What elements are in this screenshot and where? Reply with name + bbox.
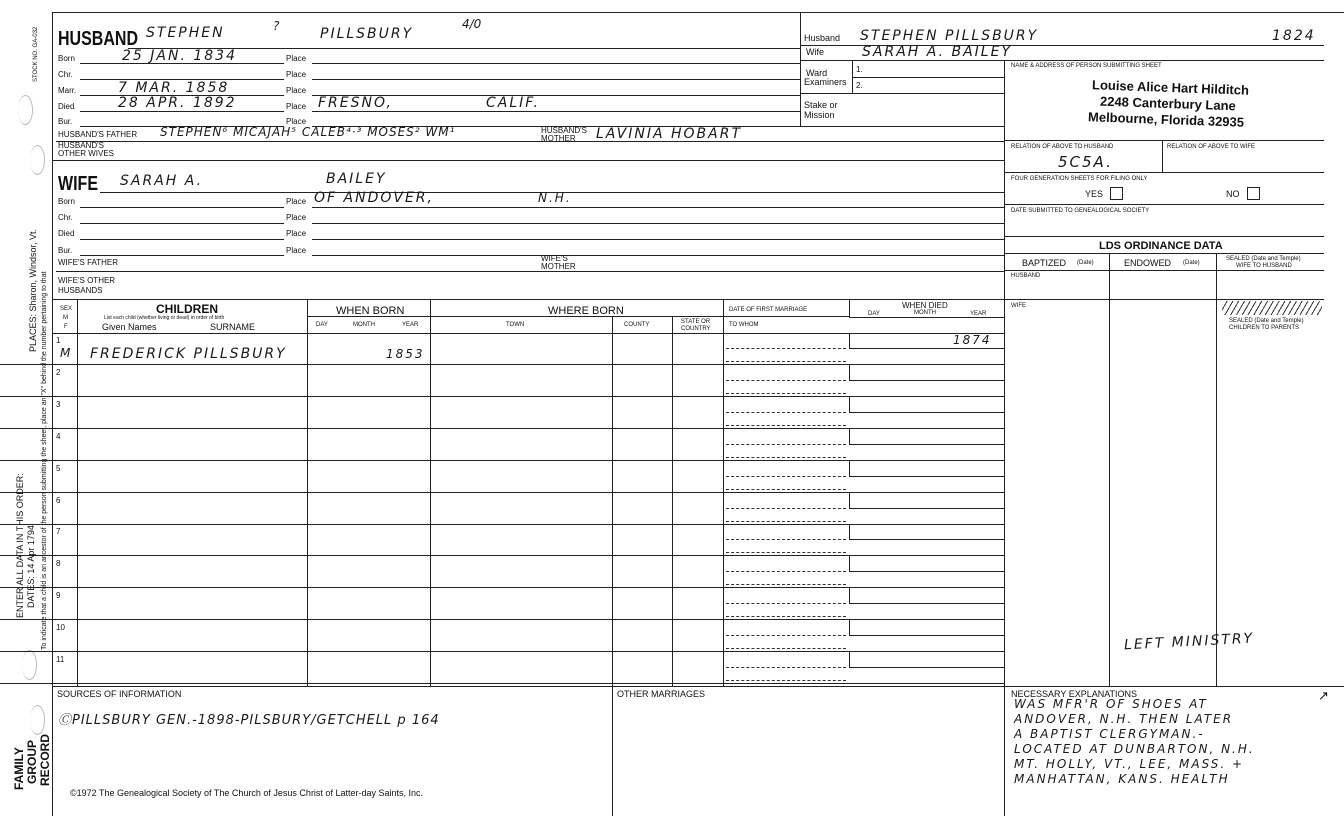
line: [312, 255, 1004, 256]
wife-chr-place-label: Place: [286, 213, 307, 222]
explanation-line: LOCATED AT DUNBARTON, N.H.: [1014, 742, 1255, 756]
explanation-line: MANHATTAN, KANS. HEALTH: [1014, 772, 1230, 786]
to-whom-line: [726, 552, 846, 553]
line: [80, 223, 284, 224]
died-tick: [849, 524, 850, 539]
line: [312, 239, 1004, 240]
marriage-date-line: [726, 571, 846, 572]
row-number: 11: [56, 655, 65, 664]
ancestor-instruction: To indicate that a child is an ancestor of the person submitting the sheet, place an "X" behind the number pertaining to that: [41, 271, 48, 650]
wife-bur-label: Bur.: [58, 246, 73, 255]
sealed-wife-label-1: SEALED (Date and Temple): [1226, 256, 1301, 262]
rh-examiner-2: 2.: [856, 81, 863, 90]
husband-other-wives-label-2: OTHER WIVES: [58, 149, 115, 158]
line: [1004, 236, 1324, 237]
to-whom-line: [726, 584, 846, 585]
line: [1004, 270, 1324, 271]
child-name[interactable]: FREDERICK PILLSBURY: [90, 346, 287, 362]
copyright: ©1972 The Genealogical Society of The Church of Jesus Christ of Latter-day Saints, Inc.: [70, 788, 423, 798]
husband-title: HUSBAND: [58, 28, 138, 50]
submitter-city: Melbourne, Florida 32935: [1087, 109, 1245, 130]
explanation-line: A BAPTIST CLERGYMAN.-: [1014, 727, 1205, 741]
rh-year[interactable]: 1824: [1272, 28, 1316, 44]
other-marriages-label: OTHER MARRIAGES: [617, 689, 706, 699]
baptized-date-label: (Date): [1077, 260, 1094, 266]
line: [849, 300, 850, 317]
child-row[interactable]: [0, 556, 1004, 588]
family-group-record-2: GROUP: [25, 739, 39, 784]
stock-number: STOCK NO. GA-032: [33, 26, 39, 82]
husband-died-label: Died: [58, 102, 75, 111]
wife-chr-label: Chr.: [58, 213, 73, 222]
husband-died-place[interactable]: FRESNO,: [318, 95, 393, 111]
husband-surname[interactable]: PILLSBURY: [320, 26, 414, 42]
row-number: 7: [56, 527, 61, 536]
died-tick: [849, 588, 850, 603]
died-tick: [849, 620, 850, 635]
line: [52, 686, 1344, 687]
children-instruction: List each child (whether living or dead) in order of birth: [104, 315, 225, 321]
husband-mark: ?: [273, 19, 282, 33]
husband-died-state[interactable]: CALIF.: [486, 95, 540, 111]
explanation-text[interactable]: [1014, 697, 1255, 786]
wife-born-place[interactable]: OF ANDOVER,: [314, 190, 434, 206]
line: [800, 60, 1324, 61]
died-date-line: [849, 444, 1004, 445]
relation-husband-label: RELATION OF ABOVE TO HUSBAND: [1011, 144, 1114, 150]
enter-data-label: ENTER ALL DATA IN THIS ORDER:: [15, 473, 25, 618]
marriage-date-line: [726, 348, 846, 349]
row-number: 2: [56, 368, 61, 377]
child-row[interactable]: [0, 429, 1004, 461]
first-marriage-label: DATE OF FIRST MARRIAGE: [729, 307, 808, 313]
wife-died-label: Died: [58, 229, 75, 238]
husband-father[interactable]: STEPHEN⁶ MICAJAH⁵ CALEB⁴·³ MOSES² WM¹: [160, 125, 456, 139]
died-date-line: [849, 412, 1004, 413]
line: [56, 141, 1004, 142]
to-whom-line: [726, 361, 846, 362]
row-number: 10: [56, 623, 65, 632]
sex-label: SEX: [60, 306, 73, 312]
died-tick: [849, 429, 850, 444]
line: [312, 207, 1004, 208]
line: [80, 207, 284, 208]
family-group-record-1: FAMILY: [12, 747, 26, 790]
line: [1004, 172, 1324, 173]
child-row[interactable]: [0, 652, 1004, 684]
year-label: YEAR: [402, 322, 419, 328]
rh-examiners-label: Examiners: [804, 77, 847, 87]
died-tick: [849, 556, 850, 571]
rh-wife[interactable]: SARAH A. BAILEY: [862, 44, 1012, 60]
explanation-line: MT. HOLLY, VT., LEE, MASS. +: [1014, 757, 1245, 771]
row-number: 1: [56, 336, 61, 345]
rh-husband[interactable]: STEPHEN PILLSBURY: [860, 28, 1039, 44]
sealed-hatch: [1222, 301, 1322, 315]
to-whom-line: [726, 616, 846, 617]
sealed-wife-label-2: WIFE TO HUSBAND: [1236, 263, 1292, 269]
husband-marr-label: Marr.: [58, 86, 77, 95]
died-tick: [849, 365, 850, 380]
died-tick: [849, 493, 850, 508]
wife-bur-place-label: Place: [286, 246, 307, 255]
died-date-line: [849, 667, 1004, 668]
husband-marr-place-label: Place: [286, 86, 307, 95]
wife-mother-label-2: MOTHER: [541, 262, 576, 271]
husband-other-wives-label-1: HUSBAND'S: [58, 141, 104, 150]
husband-number: 4/0: [462, 17, 482, 31]
line: [612, 686, 613, 816]
town-label: TOWN: [506, 322, 525, 328]
binder-hole: [18, 95, 33, 125]
wife-surname[interactable]: BAILEY: [326, 171, 387, 187]
marriage-date-line: [726, 412, 846, 413]
line: [1004, 299, 1324, 300]
when-died-label: WHEN DIED: [902, 301, 948, 310]
husband-mother-label-1: HUSBAND'S: [541, 126, 587, 135]
relation-husband[interactable]: 5C5A.: [1058, 153, 1113, 171]
child-row[interactable]: [0, 365, 1004, 397]
to-whom-line: [726, 521, 846, 522]
line: [312, 223, 1004, 224]
rh-mission-label: Mission: [804, 110, 835, 120]
marriage-date-line: [726, 635, 846, 636]
state-label-2: COUNTRY: [681, 326, 711, 332]
husband-marr-date[interactable]: 7 MAR. 1858: [118, 80, 230, 96]
continue-arrow-icon: ↗: [1318, 688, 1329, 703]
submitter-name: Louise Alice Hart Hilditch: [1091, 77, 1250, 98]
to-whom-line: [726, 393, 846, 394]
rh-examiner-1: 1.: [856, 65, 863, 74]
wife-born-place-label: Place: [286, 197, 307, 206]
marriage-date-line: [726, 476, 846, 477]
endowed-date-label: (Date): [1183, 260, 1200, 266]
sex-m: M: [63, 315, 68, 321]
line: [312, 79, 800, 80]
line: [312, 111, 800, 112]
line: [52, 299, 1004, 300]
marriage-date-line: [726, 603, 846, 604]
died-tick: [849, 397, 850, 412]
line: [800, 93, 1004, 94]
husband-mother[interactable]: LAVINIA HOBART: [596, 126, 743, 142]
yes-checkbox[interactable]: [1110, 187, 1123, 200]
died-date-line: [849, 603, 1004, 604]
row-number: 3: [56, 400, 61, 409]
child-death-year[interactable]: 1874: [953, 333, 992, 347]
died-date-line: [849, 348, 1004, 349]
line: [1004, 253, 1324, 254]
wife-given-name[interactable]: SARAH A.: [120, 173, 204, 189]
line: [56, 271, 1004, 272]
line: [1162, 140, 1163, 172]
no-checkbox[interactable]: [1247, 187, 1260, 200]
husband-born-place-label: Place: [286, 54, 307, 63]
family-group-record-3: RECORD: [38, 733, 52, 786]
wife-other-husbands-label-2: HUSBANDS: [58, 286, 103, 295]
wife-mother-label-1: WIFE'S: [541, 254, 568, 263]
died-year-label: YEAR: [970, 311, 987, 317]
month-label: MONTH: [353, 322, 375, 328]
to-whom-line: [726, 489, 846, 490]
explanations-label: NECESSARY EXPLANATIONS: [1011, 689, 1138, 699]
died-day-label: DAY: [868, 311, 880, 317]
to-whom-line: [726, 457, 846, 458]
husband-mother-label-2: MOTHER: [541, 134, 576, 143]
marriage-date-line: [726, 539, 846, 540]
line: [849, 317, 1004, 318]
wife-father-label: WIFE'S FATHER: [58, 258, 119, 267]
died-date-line: [849, 635, 1004, 636]
died-tick: [849, 333, 850, 348]
row-number: 9: [56, 591, 61, 600]
died-tick: [849, 652, 850, 667]
row-number: 4: [56, 432, 61, 441]
sex-f: F: [64, 324, 68, 330]
sealed-children-label-2: CHILDREN TO PARENTS: [1229, 325, 1300, 331]
marriage-date-line: [726, 444, 846, 445]
relation-wife-label: RELATION OF ABOVE TO WIFE: [1167, 144, 1256, 150]
husband-chr-place-label: Place: [286, 70, 307, 79]
line: [312, 63, 800, 64]
binder-hole: [30, 145, 45, 175]
husband-given-name[interactable]: STEPHEN: [146, 25, 225, 41]
given-names-label: Given Names: [102, 322, 157, 332]
marriage-date-line: [726, 508, 846, 509]
to-whom-line: [726, 680, 846, 681]
husband-died-date[interactable]: 28 APR. 1892: [118, 95, 237, 111]
husband-bur-label: Bur.: [58, 117, 73, 126]
line: [52, 160, 1004, 161]
died-tick: [849, 461, 850, 476]
husband-died-place-label: Place: [286, 102, 307, 111]
explanation-line: ANDOVER, N.H. THEN LATER: [1014, 712, 1234, 726]
husband-father-label: HUSBAND'S FATHER: [58, 130, 138, 139]
to-whom-label: TO WHOM: [729, 322, 759, 328]
rh-stake-label: Stake or: [804, 100, 838, 110]
endowed-label: ENDOWED: [1124, 258, 1171, 268]
wife-born-label: Born: [58, 197, 75, 206]
sources-label: SOURCES OF INFORMATION: [57, 689, 182, 699]
child-row[interactable]: [0, 333, 1004, 365]
child-row[interactable]: [0, 524, 1004, 556]
wife-other-husbands-label-1: WIFE'S OTHER: [58, 276, 116, 285]
places-label: PLACES: Sharon, Windsor, Vt.: [28, 228, 38, 352]
right-column-divider: [1004, 60, 1005, 816]
when-born-label: WHEN BORN: [336, 305, 405, 317]
row-number: 5: [56, 464, 61, 473]
marriage-date-line: [726, 380, 846, 381]
line: [1004, 140, 1324, 141]
rh-ward-label: Ward: [806, 68, 828, 78]
form-top-rule: [52, 12, 1344, 13]
husband-bur-place-label: Place: [286, 117, 307, 126]
baptized-label: BAPTIZED: [1022, 258, 1067, 268]
binder-hole: [30, 705, 45, 735]
line: [852, 77, 1004, 78]
yes-label: YES: [1085, 189, 1104, 199]
submitter-label: NAME & ADDRESS OF PERSON SUBMITTING SHEET: [1011, 63, 1162, 69]
died-date-line: [849, 571, 1004, 572]
submitter-street: 2248 Canterbury Lane: [1099, 93, 1237, 114]
rh-wife-label: Wife: [806, 47, 824, 57]
no-label: NO: [1226, 189, 1240, 199]
child-row[interactable]: [0, 461, 1004, 493]
row-number: 6: [56, 496, 61, 505]
rh-husband-label: Husband: [804, 33, 841, 43]
left-ministry-note[interactable]: LEFT MINISTRY: [1123, 630, 1255, 654]
lds-title: LDS ORDINANCE DATA: [1099, 240, 1223, 252]
line: [80, 239, 284, 240]
died-date-line: [849, 539, 1004, 540]
county-label: COUNTY: [624, 322, 650, 328]
sealed-children-label-1: SEALED (Date and Temple): [1229, 318, 1304, 324]
wife-born-state[interactable]: N.H.: [538, 191, 572, 205]
lds-husband-label: HUSBAND: [1011, 273, 1041, 279]
where-born-label: WHERE BORN: [548, 305, 624, 317]
child-row[interactable]: [0, 620, 1004, 652]
lds-wife-label: WIFE: [1011, 303, 1026, 309]
line: [1004, 204, 1324, 205]
died-month-label: MONTH: [914, 310, 936, 316]
husband-chr-label: Chr.: [58, 70, 73, 79]
child-row[interactable]: [0, 493, 1004, 525]
husband-born-date[interactable]: 25 JAN. 1834: [122, 48, 237, 64]
state-label-1: STATE OR: [681, 319, 711, 325]
row-number: 8: [56, 559, 61, 568]
to-whom-line: [726, 425, 846, 426]
day-label: DAY: [316, 322, 328, 328]
died-date-line: [849, 380, 1004, 381]
line: [80, 255, 284, 256]
child-sex[interactable]: M: [60, 346, 73, 360]
dates-label: DATES: 14 Apr 1794: [26, 525, 36, 608]
child-birth-year[interactable]: 1853: [386, 347, 425, 361]
to-whom-line: [726, 648, 846, 649]
line: [80, 111, 284, 112]
right-header-divider: [800, 12, 801, 126]
lds-col-rule: [1109, 253, 1110, 687]
child-row[interactable]: [0, 588, 1004, 620]
child-row[interactable]: [0, 397, 1004, 429]
wife-died-place-label: Place: [286, 229, 307, 238]
sources-text[interactable]: ⒸPILLSBURY GEN.-1898-PILSBURY/GETCHELL p 164: [58, 713, 440, 728]
husband-born-label: Born: [58, 54, 75, 63]
died-date-line: [849, 508, 1004, 509]
four-gen-label: FOUR GENERATION SHEETS FOR FILING ONLY: [1011, 176, 1148, 182]
lds-col-rule: [1216, 253, 1217, 687]
line: [80, 63, 284, 64]
marriage-date-line: [726, 667, 846, 668]
date-submitted-label: DATE SUBMITTED TO GENEALOGICAL SOCIETY: [1011, 208, 1150, 214]
children-title: CHILDREN: [156, 302, 218, 316]
wife-title: WIFE: [58, 173, 98, 195]
died-date-line: [849, 476, 1004, 477]
explanation-line: WAS MFR'R OF SHOES AT: [1014, 697, 1208, 711]
surname-label: SURNAME: [210, 322, 256, 332]
